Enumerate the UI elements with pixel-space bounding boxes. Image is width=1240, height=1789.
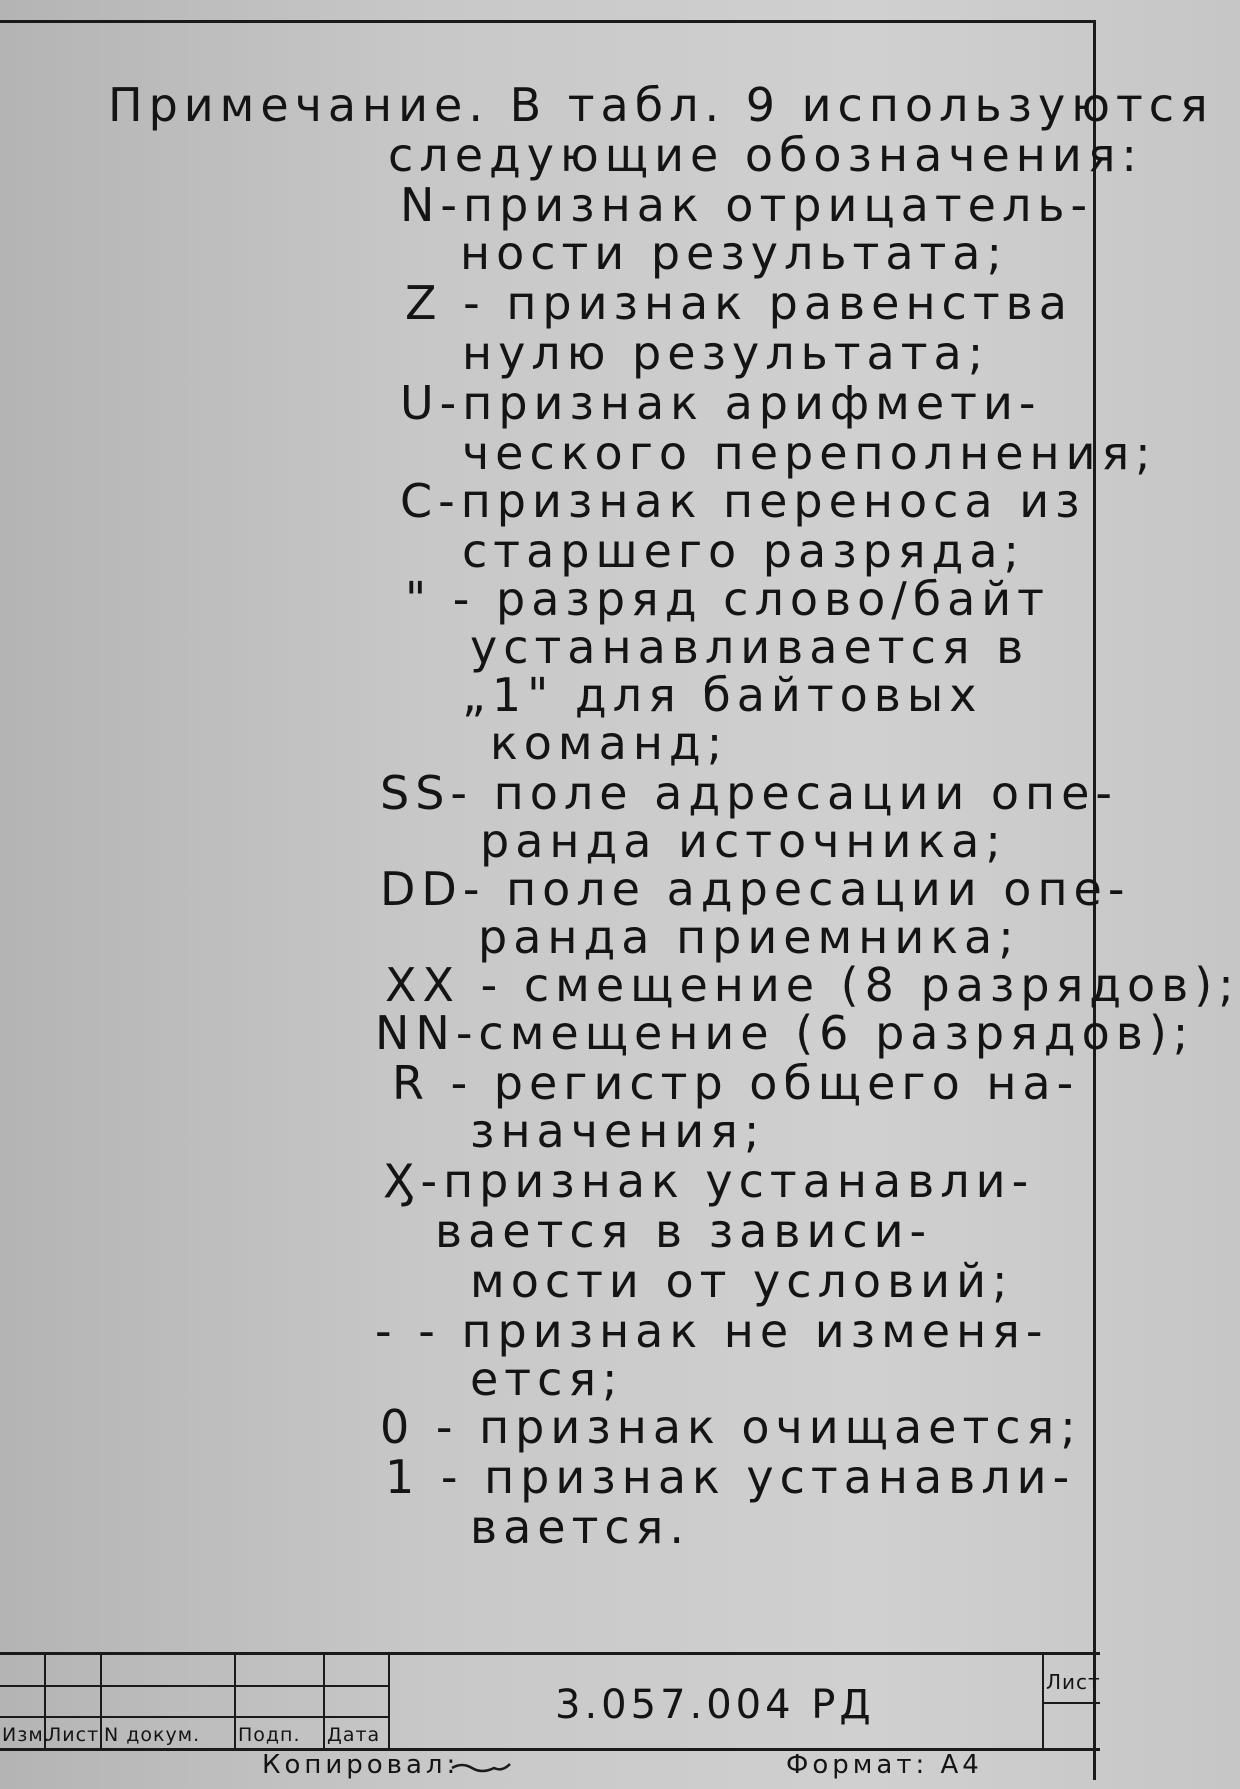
note-line: Примечание. В табл. 9 используются: [108, 78, 1214, 132]
note-line: Ӽ-признак устанавли-: [383, 1154, 1035, 1208]
note-line: U-признак арифмети-: [400, 376, 1042, 430]
title-block-row-line: [0, 1716, 388, 1718]
note-line: ности результата;: [460, 226, 1008, 280]
note-line: мости от условий;: [470, 1254, 1014, 1308]
note-line: NN-смещение (6 разрядов);: [375, 1006, 1195, 1060]
header-podp: Подп.: [238, 1724, 301, 1746]
note-line: вается.: [470, 1500, 690, 1554]
note-line: ческого переполнения;: [462, 426, 1157, 480]
note-line: значения;: [470, 1104, 766, 1158]
note-line: следующие обозначения:: [388, 128, 1143, 182]
copied-by-signature: [450, 1756, 514, 1778]
note-line: R - регистр общего на-: [392, 1056, 1080, 1110]
note-line: вается в зависи-: [435, 1204, 933, 1258]
copied-by-label: Копировал:: [262, 1750, 460, 1780]
title-block-col-line: [100, 1652, 102, 1748]
note-line: N-признак отрицатель-: [400, 178, 1094, 232]
note-line: старшего разряда;: [462, 524, 1026, 578]
title-block-col-line: [323, 1652, 325, 1748]
title-block-top-border: [0, 1652, 1100, 1655]
title-block-row-line: [0, 1685, 388, 1687]
title-block-col-line: [234, 1652, 236, 1748]
note-line: Z - признак равенства: [405, 276, 1073, 330]
note-line: нулю результата;: [462, 326, 990, 380]
header-list: Лист: [47, 1724, 100, 1746]
sheet-cell-line: [1042, 1702, 1100, 1704]
note-line: XX - смещение (8 разрядов);: [385, 958, 1240, 1012]
note-line: команд;: [490, 716, 729, 770]
sheet-label: Лист: [1046, 1670, 1101, 1694]
title-block-col-line: [1042, 1652, 1044, 1748]
document-code: 3.057.004 РД: [555, 1682, 875, 1728]
note-line: ется;: [470, 1352, 624, 1406]
note-line: C-признак переноса из: [400, 474, 1086, 528]
title-block-col-line: [388, 1652, 390, 1748]
note-line: 0 - признак очищается;: [380, 1400, 1082, 1454]
note-line: ранда источника;: [480, 814, 1007, 868]
note-line: ранда приемника;: [478, 910, 1020, 964]
note-line: „1" для байтовых: [462, 668, 983, 722]
note-line: SS- поле адресации опе-: [380, 766, 1118, 820]
note-line: DD- поле адресации опе-: [380, 862, 1131, 916]
header-data: Дата: [327, 1724, 381, 1746]
note-line: - - признак не изменя-: [375, 1304, 1049, 1358]
header-izm: Изм.: [2, 1724, 51, 1746]
note-line: " - разряд слово/байт: [405, 572, 1050, 626]
format-label: Формат: А4: [786, 1750, 983, 1780]
note-line: устанавливается в: [470, 620, 1030, 674]
note-line: 1 - признак устанавли-: [385, 1450, 1076, 1504]
header-n-dokum: N докум.: [104, 1724, 201, 1746]
